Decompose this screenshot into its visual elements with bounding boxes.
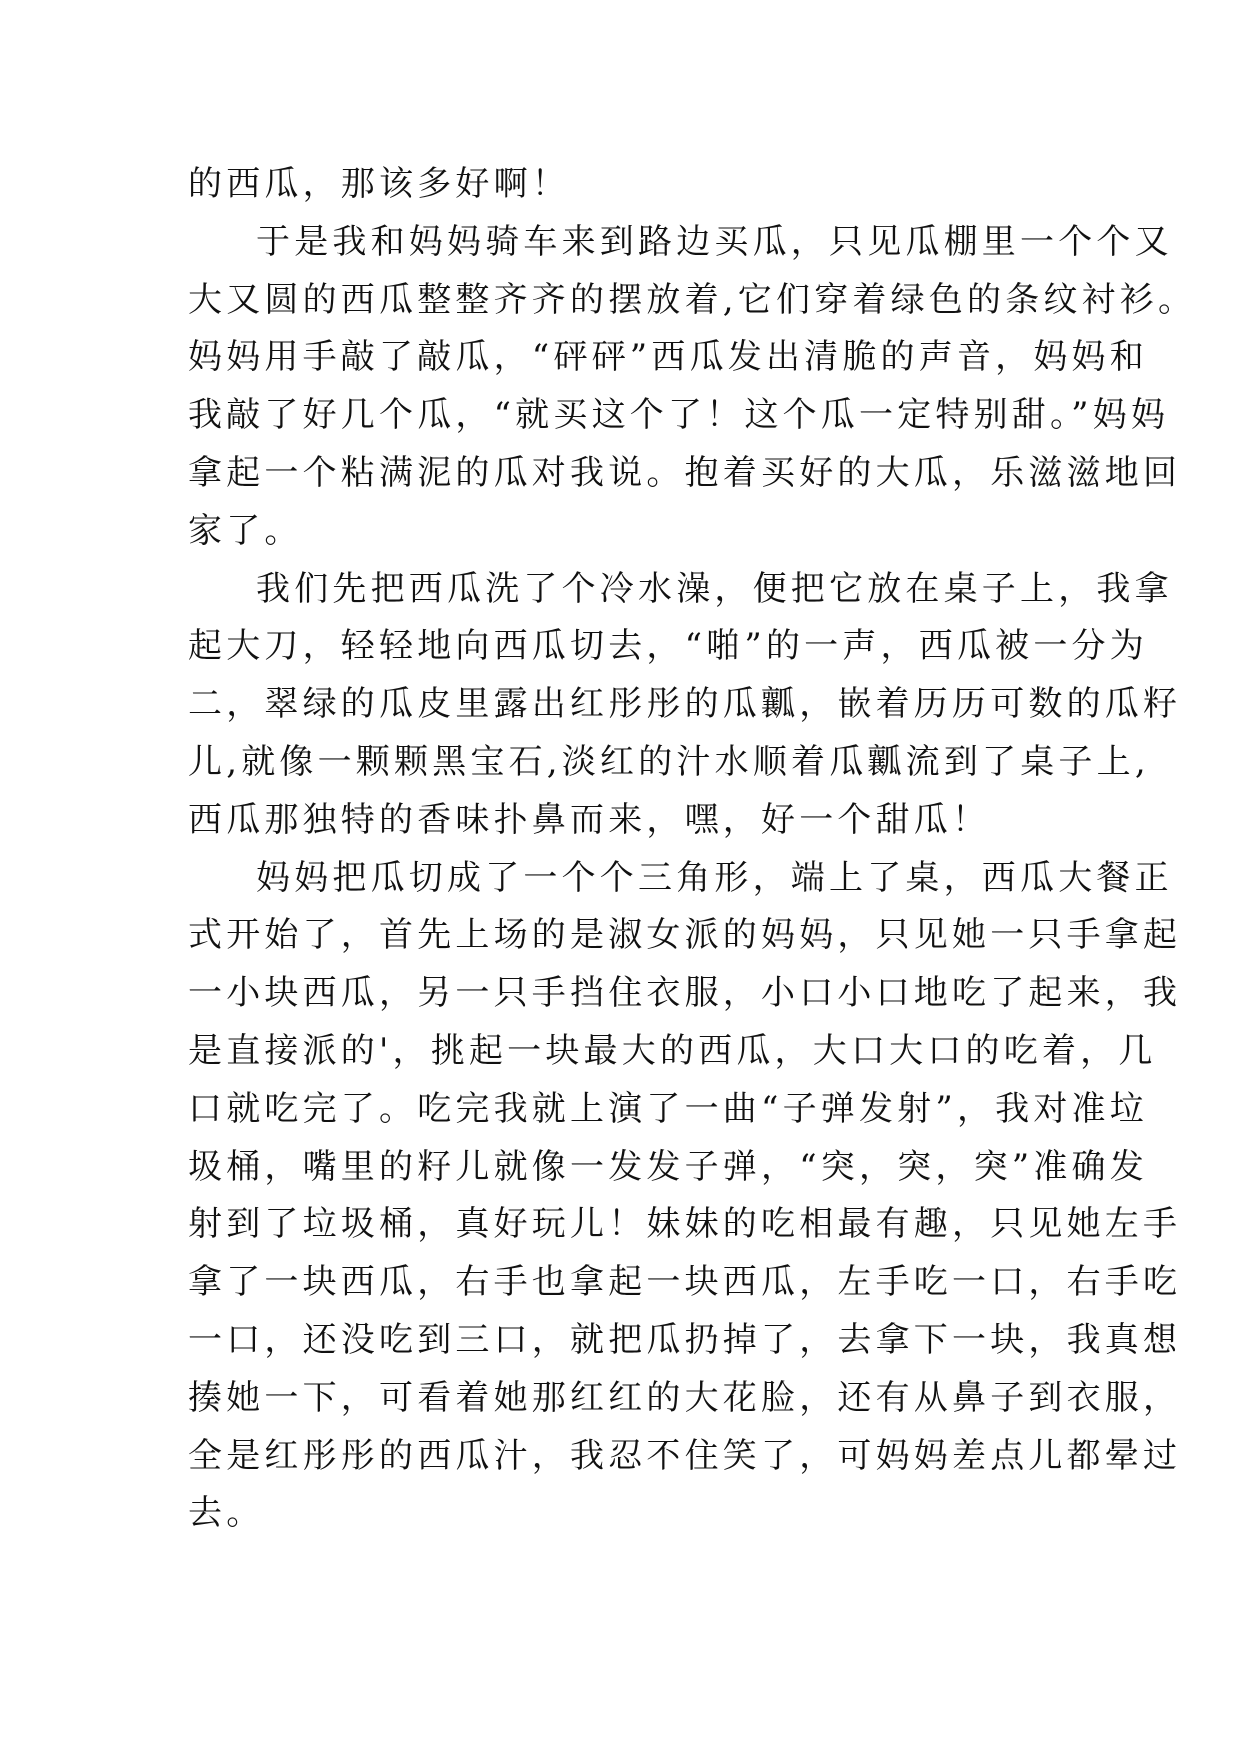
text-line: 射到了垃圾桶，真好玩儿！妹妹的吃相最有趣，只见她左手: [188, 1204, 1182, 1245]
text-line: 妈妈用手敲了敲瓜，“砰砰”西瓜发出清脆的声音，妈妈和: [188, 337, 1148, 378]
text-line: 去。: [188, 1493, 265, 1534]
text-line: 西瓜那独特的香味扑鼻而来，嘿，好一个甜瓜！: [188, 799, 991, 840]
text-line: 拿了一块西瓜，右手也拿起一块西瓜，左手吃一口，右手吃: [188, 1262, 1182, 1303]
text-line: 我敲了好几个瓜，“就买这个了！这个瓜一定特别甜。”妈妈: [188, 395, 1170, 436]
text-line: 一小块西瓜，另一只手挡住衣服，小口小口地吃了起来，我: [188, 973, 1182, 1014]
text-line: 我们先把西瓜洗了个冷水澡，便把它放在桌子上，我拿: [256, 568, 1173, 609]
text-line: 拿起一个粘满泥的瓜对我说。抱着买好的大瓜，乐滋滋地回: [188, 452, 1182, 493]
text-line: 是直接派的'，挑起一块最大的西瓜，大口大口的吃着，几: [188, 1030, 1157, 1071]
text-line: 妈妈把瓜切成了一个个三角形，端上了桌，西瓜大餐正: [256, 857, 1173, 898]
text-line: 二，翠绿的瓜皮里露出红彤彤的瓜瓤，嵌着历历可数的瓜籽: [188, 684, 1182, 725]
text-line: 儿,就像一颗颗黑宝石,淡红的汁水顺着瓜瓤流到了桌子上,: [188, 741, 1150, 782]
text-line: 全是红彤彤的西瓜汁，我忍不住笑了，可妈妈差点儿都晕过: [188, 1435, 1182, 1476]
essay-text: [188, 156, 1197, 1543]
text-line: 圾桶，嘴里的籽儿就像一发发子弹，“突，突，突”准确发: [188, 1146, 1148, 1187]
text-line: 于是我和妈妈骑车来到路边买瓜，只见瓜棚里一个个又: [256, 221, 1173, 262]
text-line: 一口，还没吃到三口，就把瓜扔掉了，去拿下一块，我真想: [188, 1319, 1182, 1360]
text-line: 口就吃完了。吃完我就上演了一曲“子弹发射”，我对准垃: [188, 1088, 1148, 1129]
text-line: 家了。: [188, 510, 303, 551]
text-line: 起大刀，轻轻地向西瓜切去，“啪”的一声，西瓜被一分为: [188, 626, 1148, 667]
text-line: 的西瓜，那该多好啊！: [188, 164, 570, 204]
text-line: 式开始了，首先上场的是淑女派的妈妈，只见她一只手拿起: [188, 915, 1182, 956]
text-line: 大又圆的西瓜整整齐齐的摆放着,它们穿着绿色的条纹衬衫。: [188, 279, 1197, 320]
text-line: 揍她一下，可看着她那红红的大花脸，还有从鼻子到衣服，: [188, 1377, 1182, 1418]
